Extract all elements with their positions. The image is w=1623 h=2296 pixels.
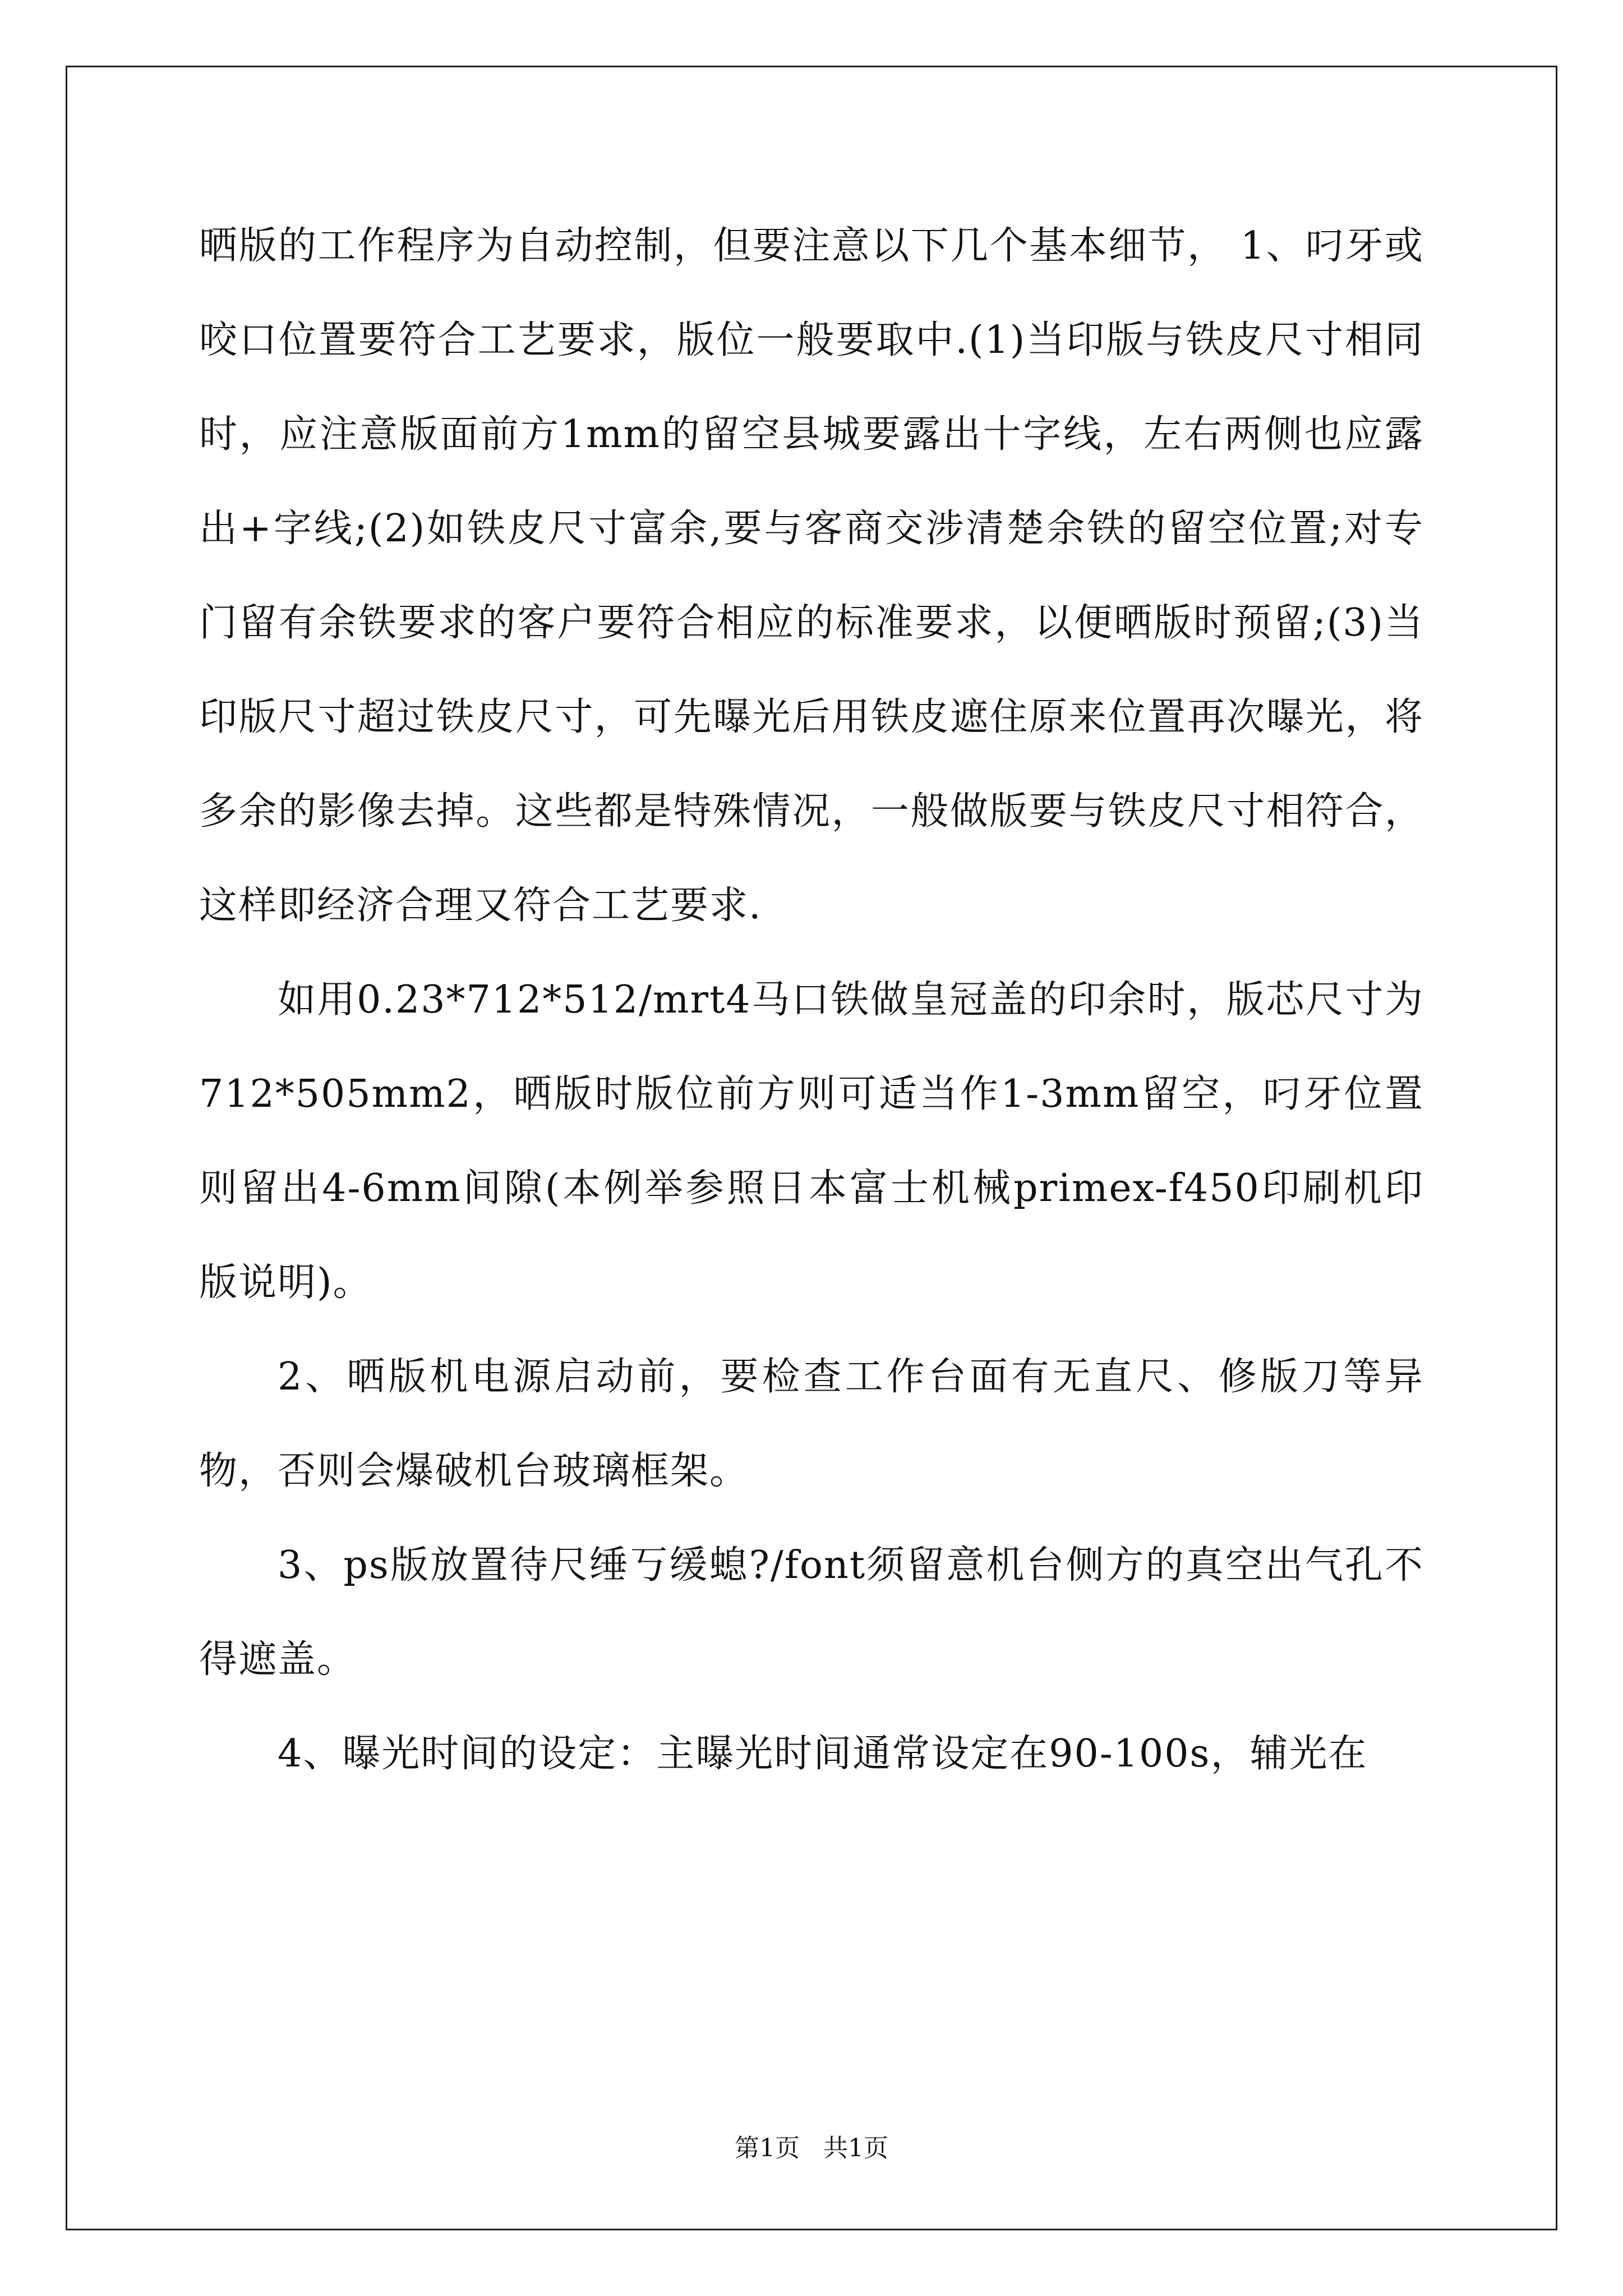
paragraph-1: 晒版的工作程序为自动控制，但要注意以下几个基本细节， 1、叼牙或咬口位置要符合工艺要求，版位一般要取中.(1)当印版与铁皮尺寸相同时，应注意版面前方1mm的留空县城要露出十字线，左右两侧也应露出+字线;(2)如铁皮尺寸富余,要与客商交涉清楚余铁的留空位置;对专门留有余铁要求的客户要符合相应的标准要求，以便晒版时预留;(3)当印版尺寸超过铁皮尺寸，可先曝光后用铁皮遮住原来位置再次曝光，将多余的影像去掉。这些都是特殊情况，一般做版要与铁皮尺寸相符合，这样即经济合理又符合工艺要求. [199,224,1424,928]
paragraph-2: 如用0.23*712*512/mrt4马口铁做皇冠盖的印余时，版芯尺寸为712*505mm2，晒版时版位前方则可适当作1-3mm留空，叼牙位置则留出4-6mm间隙(本例举参照日本富士机械primex-f450印刷机印版说明)。 [199,978,1424,1305]
paragraph-5: 4、曝光时间的设定：主曝光时间通常设定在90-100s，辅光在 [278,1732,1368,1776]
paragraph-4: 3、ps版放置待尺缍丂缓螅?/font须留意机台侧方的真空出气孔不得遮盖。 [199,1543,1424,1682]
page-footer [0,2132,1623,2165]
document-body [199,199,1424,1801]
page-number: 第1页 [735,2134,800,2162]
page-total: 共1页 [823,2134,888,2162]
paragraph-3: 2、晒版机电源启动前，要检查工作台面有无直尺、修版刀等异物，否则会爆破机台玻璃框架。 [199,1355,1424,1493]
